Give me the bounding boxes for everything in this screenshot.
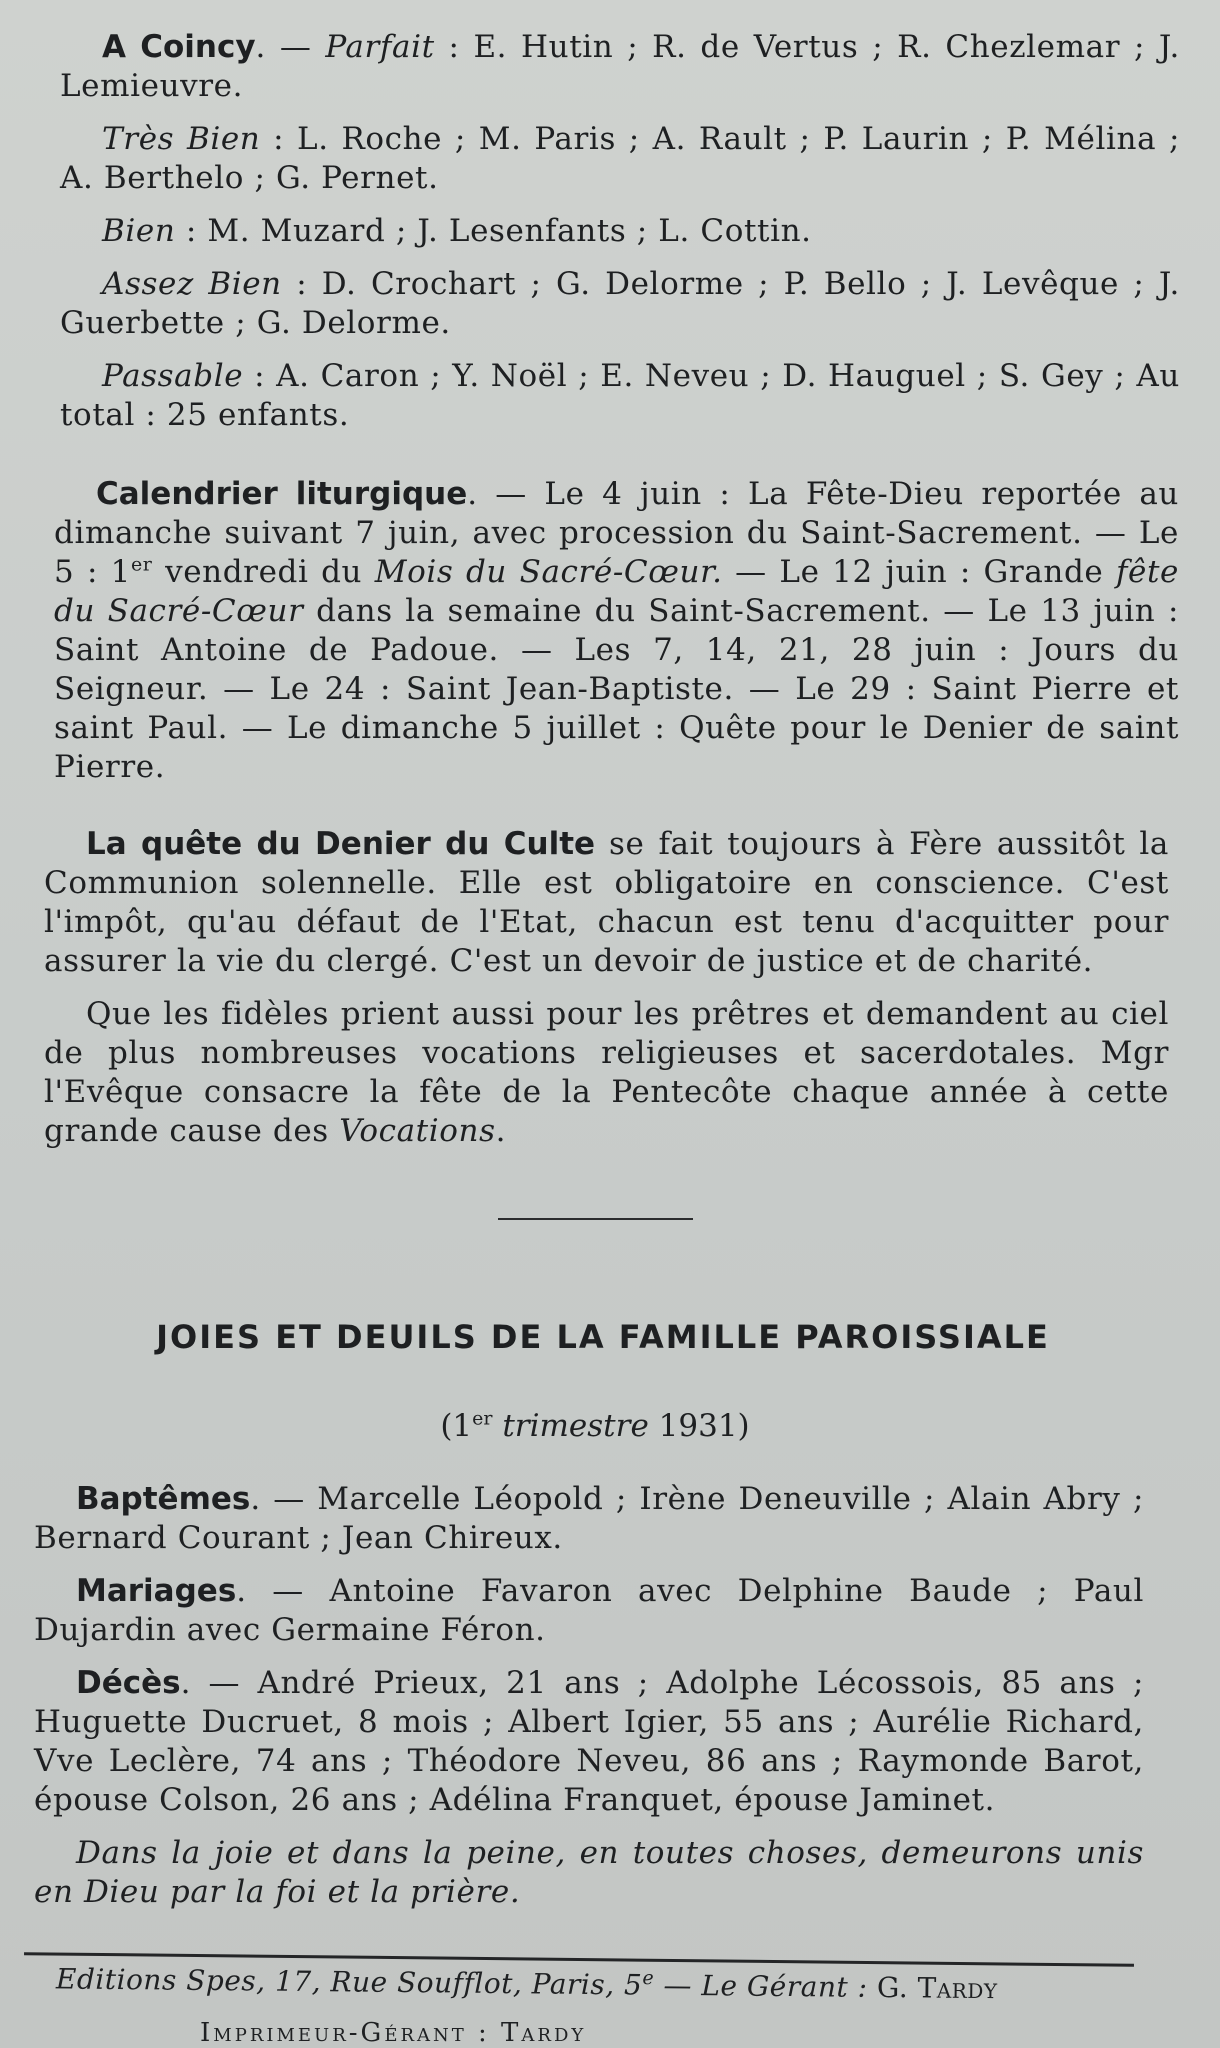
closing-paragraph: Dans la joie et dans la peine, en toutes choses, demeurons unis en Dieu par la foi et la prière. xyxy=(34,1835,1144,1910)
names-bien: : M. Muzard ; J. Lesenfants ; L. Cottin. xyxy=(175,213,812,249)
deces-paragraph: Décès. — André Prieux, 21 ans ; Adolphe Lécossois, 85 ans ; Huguette Ducruet, 8 mois ; Albert Igier, 55 ans ; Aurélie Richard, Vve Leclère, 74 ans ; Théodore Neveu, 86 ans ; Raymonde Barot, épouse Colson, 26 ans ; Adélina Franquet, épouse Jaminet. xyxy=(34,1665,1144,1818)
coincy-passable xyxy=(60,357,1180,435)
coincy-parfait: A Coincy. — Parfait : E. Hutin ; R. de Vertus ; R. Chezlemar ; J. Lemieuvre. xyxy=(60,29,1180,104)
calendrier-paragraph: Calendrier liturgique. — Le 4 juin : La Fête-Dieu reportée au dimanche suivant 7 juin, avec procession du Saint-Sacrement. — Le 5 : 1er vendredi du Mois du Sacré-Cœur. — Le 12 juin : Grande fête du Sacré-Cœur dans la semaine du Saint-Sacrement. — Le 13 juin : Saint Antoine de Padoue. — Les 7, 14, 21, 28 juin : Jours du Seigneur. — Le 24 : Saint Jean-Baptiste. — Le 29 : Saint Pierre et saint Paul. — Le dimanche 5 juillet : Quête pour le Denier de saint Pierre. xyxy=(54,476,1180,785)
coincy-tres-bien xyxy=(60,120,1180,198)
mariages-title: Mariages xyxy=(76,1573,237,1609)
registre-section xyxy=(34,1480,1144,1926)
grade-bien: Bien xyxy=(102,213,176,249)
calendrier-section xyxy=(54,475,1179,801)
coincy-place: A Coincy xyxy=(102,29,256,65)
joies-heading: JOIES ET DEUILS DE LA FAMILLE PAROISSIALE xyxy=(156,1318,1050,1356)
mariages-paragraph: Mariages. — Antoine Favaron avec Delphine Baude ; Paul Dujardin avec Germaine Féron. xyxy=(34,1573,1144,1648)
grade-parfait: Parfait xyxy=(325,29,435,65)
grade-passable: Passable xyxy=(102,358,244,394)
baptemes-title: Baptêmes xyxy=(76,1481,251,1517)
section-divider xyxy=(498,1218,693,1220)
vocations-paragraph: Que les fidèles prient aussi pour les prêtres et demandent au ciel de plus nombreuses vocations religieuses et sacerdotales. Mgr l'Evêque consacre la fête de la Pentecôte chaque année à cette grande cause des Vocations. xyxy=(44,996,1169,1149)
coincy-assez-bien xyxy=(60,265,1180,343)
coincy-results xyxy=(60,28,1180,449)
footer-editions: Editions Spes, 17, Rue Soufflot, Paris, 5e — Le Gérant : G. Tardy xyxy=(55,1962,998,2006)
names-parfait: : E. Hutin ; R. de Vertus ; R. Chezlemar ; J. Lemieuvre. xyxy=(60,29,1180,104)
coincy-bien xyxy=(60,212,1180,251)
names-tres-bien: : L. Roche ; M. Paris ; A. Rault ; P. Laurin ; P. Mélina ; A. Berthelo ; G. Pernet. xyxy=(60,121,1180,196)
calendrier-title: Calendrier liturgique xyxy=(96,476,468,512)
names-passable: : A. Caron ; Y. Noël ; E. Neveu ; D. Hauguel ; S. Gey ; Au total : 25 enfants. xyxy=(60,358,1180,433)
grade-assez-bien: Assez Bien xyxy=(102,266,282,302)
names-assez-bien: : D. Crochart ; G. Delorme ; P. Bello ; J. Levêque ; J. Guerbette ; G. Delorme. xyxy=(60,266,1180,341)
denier-paragraph: La quête du Denier du Culte se fait toujours à Fère aussitôt la Communion solennelle. Elle est obligatoire en conscience. C'est l'impôt, qu'au défaut de l'Etat, chacun est tenu d'acquitter pour assurer la vie du clergé. C'est un devoir de justice et de charité. xyxy=(44,826,1169,979)
joies-subheading: (1er trimestre 1931) xyxy=(440,1407,750,1444)
imprint-line: Imprimeur-Gérant : Tardy xyxy=(200,2018,587,2048)
gerant-name: G. Tardy xyxy=(876,1970,998,2006)
deces-title: Décès xyxy=(76,1665,181,1701)
grade-tres-bien: Très Bien xyxy=(102,121,261,157)
denier-title: La quête du Denier du Culte xyxy=(86,826,596,862)
baptemes-paragraph: Baptêmes. — Marcelle Léopold ; Irène Deneuville ; Alain Abry ; Bernard Courant ; Jean Chireux. xyxy=(34,1481,1144,1556)
denier-section xyxy=(44,825,1169,1165)
